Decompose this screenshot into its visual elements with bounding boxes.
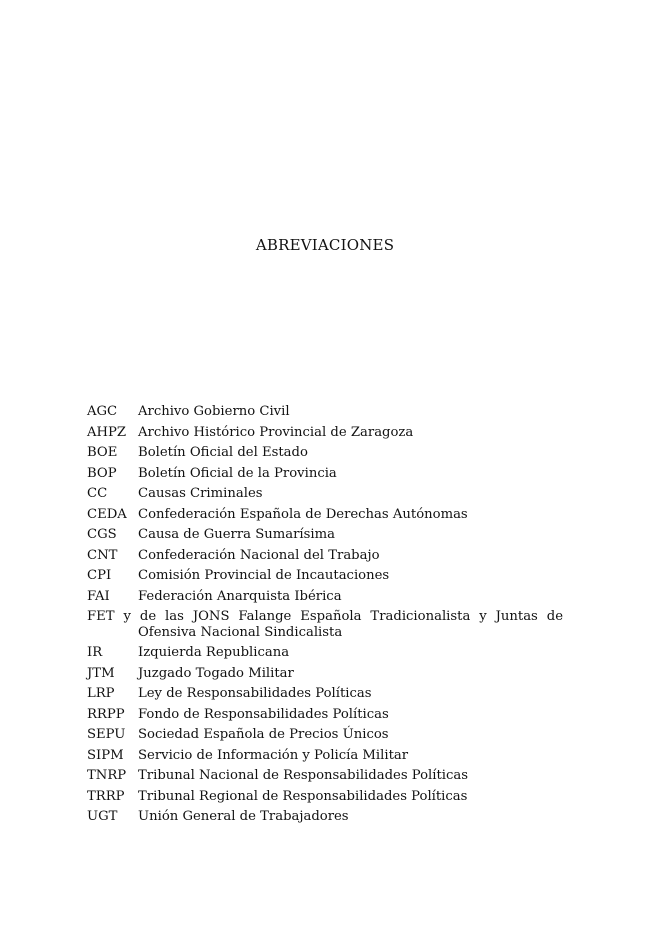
abbreviation-row: [87, 643, 563, 664]
abbreviation-code: UGT: [87, 809, 118, 824]
abbreviation-row: [87, 402, 563, 423]
abbreviation-code: LRP: [87, 686, 115, 701]
abbreviation-meaning: Izquierda Republicana: [138, 645, 290, 660]
abbreviation-row: [87, 705, 563, 726]
abbreviation-code: SEPU: [87, 727, 126, 742]
abbreviation-list: [87, 402, 563, 828]
abbreviation-row: [87, 787, 563, 808]
abbreviation-code: FAI: [87, 588, 110, 604]
abbreviation-row: [87, 443, 563, 464]
abbreviation-meaning: Juzgado Togado Militar: [138, 665, 294, 681]
abbreviation-row: [87, 587, 563, 608]
abbreviation-row: [87, 546, 563, 567]
abbreviation-meaning: Boletín Oficial de la Provincia: [138, 465, 337, 481]
abbreviation-meaning: Boletín Oficial del Estado: [138, 445, 308, 460]
abbreviation-meaning: Tribunal Nacional de Responsabilidades Políticas: [138, 768, 469, 783]
abbreviation-row: [87, 525, 563, 546]
abbreviation-meaning: Comisión Provincial de Incautaciones: [138, 568, 390, 583]
abbreviation-meaning: Confederación Nacional del Trabajo: [138, 547, 380, 563]
abbreviation-row: [87, 464, 563, 485]
abbreviation-meaning: Servicio de Información y Policía Militar: [138, 747, 409, 763]
abbreviation-row: [87, 423, 563, 444]
abbreviation-code: BOP: [87, 465, 117, 481]
abbreviation-row: [87, 807, 563, 828]
abbreviation-row: [87, 746, 563, 767]
abbreviation-code: CC: [87, 486, 108, 501]
abbreviation-code: CGS: [87, 527, 117, 542]
abbreviation-meaning: Ley de Responsabilidades Políticas: [138, 686, 372, 701]
abbreviation-row: [87, 664, 563, 685]
abbreviation-row: [87, 766, 563, 787]
abbreviation-row: [87, 484, 563, 505]
abbreviation-row: [87, 566, 563, 587]
abbreviation-code: CNT: [87, 547, 118, 563]
abbreviation-code: CPI: [87, 568, 112, 583]
abbreviation-row: [87, 725, 563, 746]
abbreviation-row: [87, 505, 563, 526]
abbreviation-meaning: Archivo Gobierno Civil: [138, 404, 290, 419]
abbreviation-code: JTM: [87, 665, 115, 681]
abbreviation-meaning: Confederación Española de Derechas Autónomas: [138, 506, 468, 522]
abbreviation-wrapped-line: FET y de las JONS Falange Española Tradicionalista y Juntas de: [87, 609, 563, 624]
abbreviation-meaning: Unión General de Trabajadores: [138, 809, 349, 824]
abbreviation-code: BOE: [87, 445, 118, 460]
page-title: ABREVIACIONES: [255, 236, 395, 254]
abbreviation-code: AHPZ: [87, 424, 127, 440]
abbreviation-code: IR: [87, 645, 103, 660]
abbreviation-code: SIPM: [87, 747, 124, 763]
abbreviation-code: TNRP: [87, 768, 127, 783]
abbreviation-row: [87, 684, 563, 705]
abbreviation-meaning: Archivo Histórico Provincial de Zaragoza: [138, 424, 414, 440]
abbreviation-meaning: Fondo de Responsabilidades Políticas: [138, 706, 389, 722]
abbreviation-meaning: Tribunal Regional de Responsabilidades Políticas: [138, 788, 468, 804]
abbreviation-meaning: Causa de Guerra Sumarísima: [138, 527, 335, 542]
abbreviation-meaning: Sociedad Española de Precios Únicos: [138, 727, 389, 742]
abbreviation-meaning: Causas Criminales: [138, 486, 263, 501]
abbreviation-row-wrapped: [87, 607, 563, 643]
abbreviation-code: AGC: [87, 404, 118, 419]
abbreviation-wrapped-continuation: Ofensiva Nacional Sindicalista: [138, 625, 343, 640]
abbreviation-meaning: Federación Anarquista Ibérica: [138, 588, 342, 604]
abbreviation-code: RRPP: [87, 706, 125, 722]
abbreviation-code: TRRP: [87, 788, 125, 804]
abbreviation-code: CEDA: [87, 506, 127, 522]
